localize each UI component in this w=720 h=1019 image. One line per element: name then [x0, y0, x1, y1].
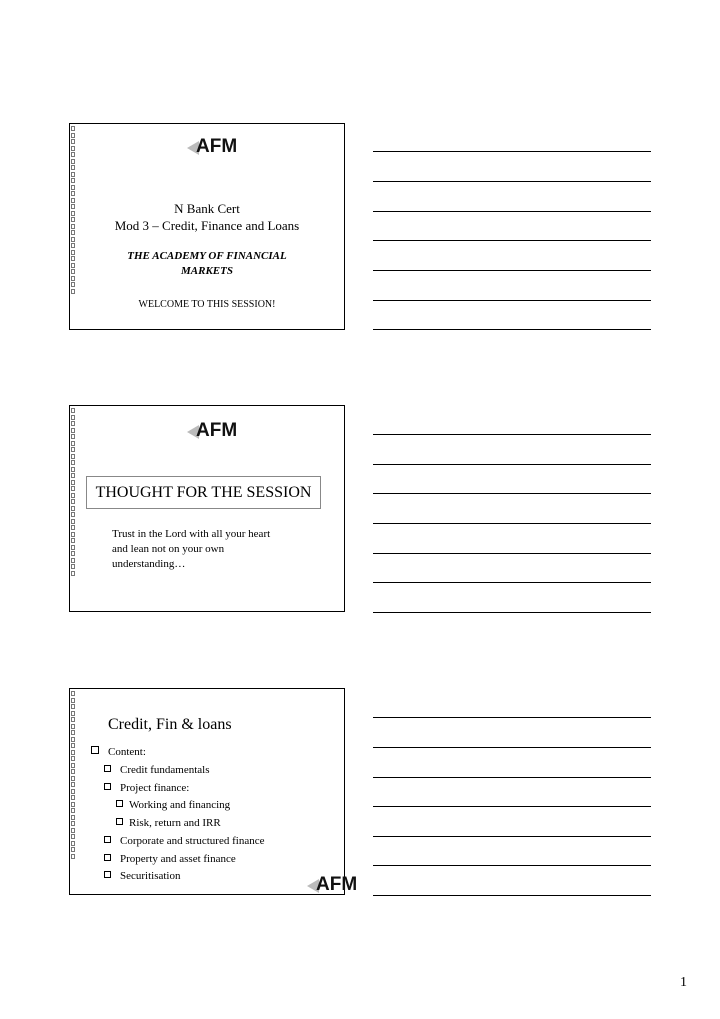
bullet-item: Property and asset finance [104, 853, 236, 865]
slide-3-title: Credit, Fin & loans [108, 716, 232, 733]
slide-margin-ticks [71, 691, 77, 859]
academy-title-line-1: THE ACADEMY OF FINANCIAL [127, 250, 287, 262]
afm-logo [187, 131, 238, 157]
svg-text:AFM: AFM [196, 420, 238, 441]
svg-text:AFM: AFM [316, 874, 358, 895]
slide-2 [69, 405, 345, 612]
page-number: 1 [680, 975, 687, 990]
bullet-item: Credit fundamentals [104, 764, 210, 776]
bullet-item: Content: [91, 746, 146, 758]
bullet-item: Working and financing [116, 799, 230, 811]
bullet-item: Securitisation [104, 870, 181, 882]
session-title-box: THOUGHT FOR THE SESSION [86, 476, 321, 509]
quote-line-3: understanding… [112, 558, 186, 570]
academy-title-line-2: MARKETS [181, 265, 233, 277]
slide-1-line-2: Mod 3 – Credit, Finance and Loans [114, 218, 300, 233]
afm-logo [187, 415, 238, 441]
quote-line-2: and lean not on your own [112, 543, 225, 555]
slide-1 [69, 123, 345, 330]
bullet-item: Project finance: [104, 782, 189, 794]
slide-1-line-1: N Bank Cert [174, 201, 240, 216]
afm-logo [307, 869, 358, 895]
quote-block [112, 527, 270, 572]
bullet-item: Corporate and structured finance [104, 835, 264, 847]
slide-margin-ticks [71, 408, 77, 576]
welcome-text: WELCOME TO THIS SESSION! [138, 299, 276, 310]
quote-line-1: Trust in the Lord with all your heart [112, 528, 271, 540]
svg-text:AFM: AFM [196, 136, 238, 157]
bullet-item: Risk, return and IRR [116, 817, 221, 829]
slide-3 [69, 688, 358, 895]
